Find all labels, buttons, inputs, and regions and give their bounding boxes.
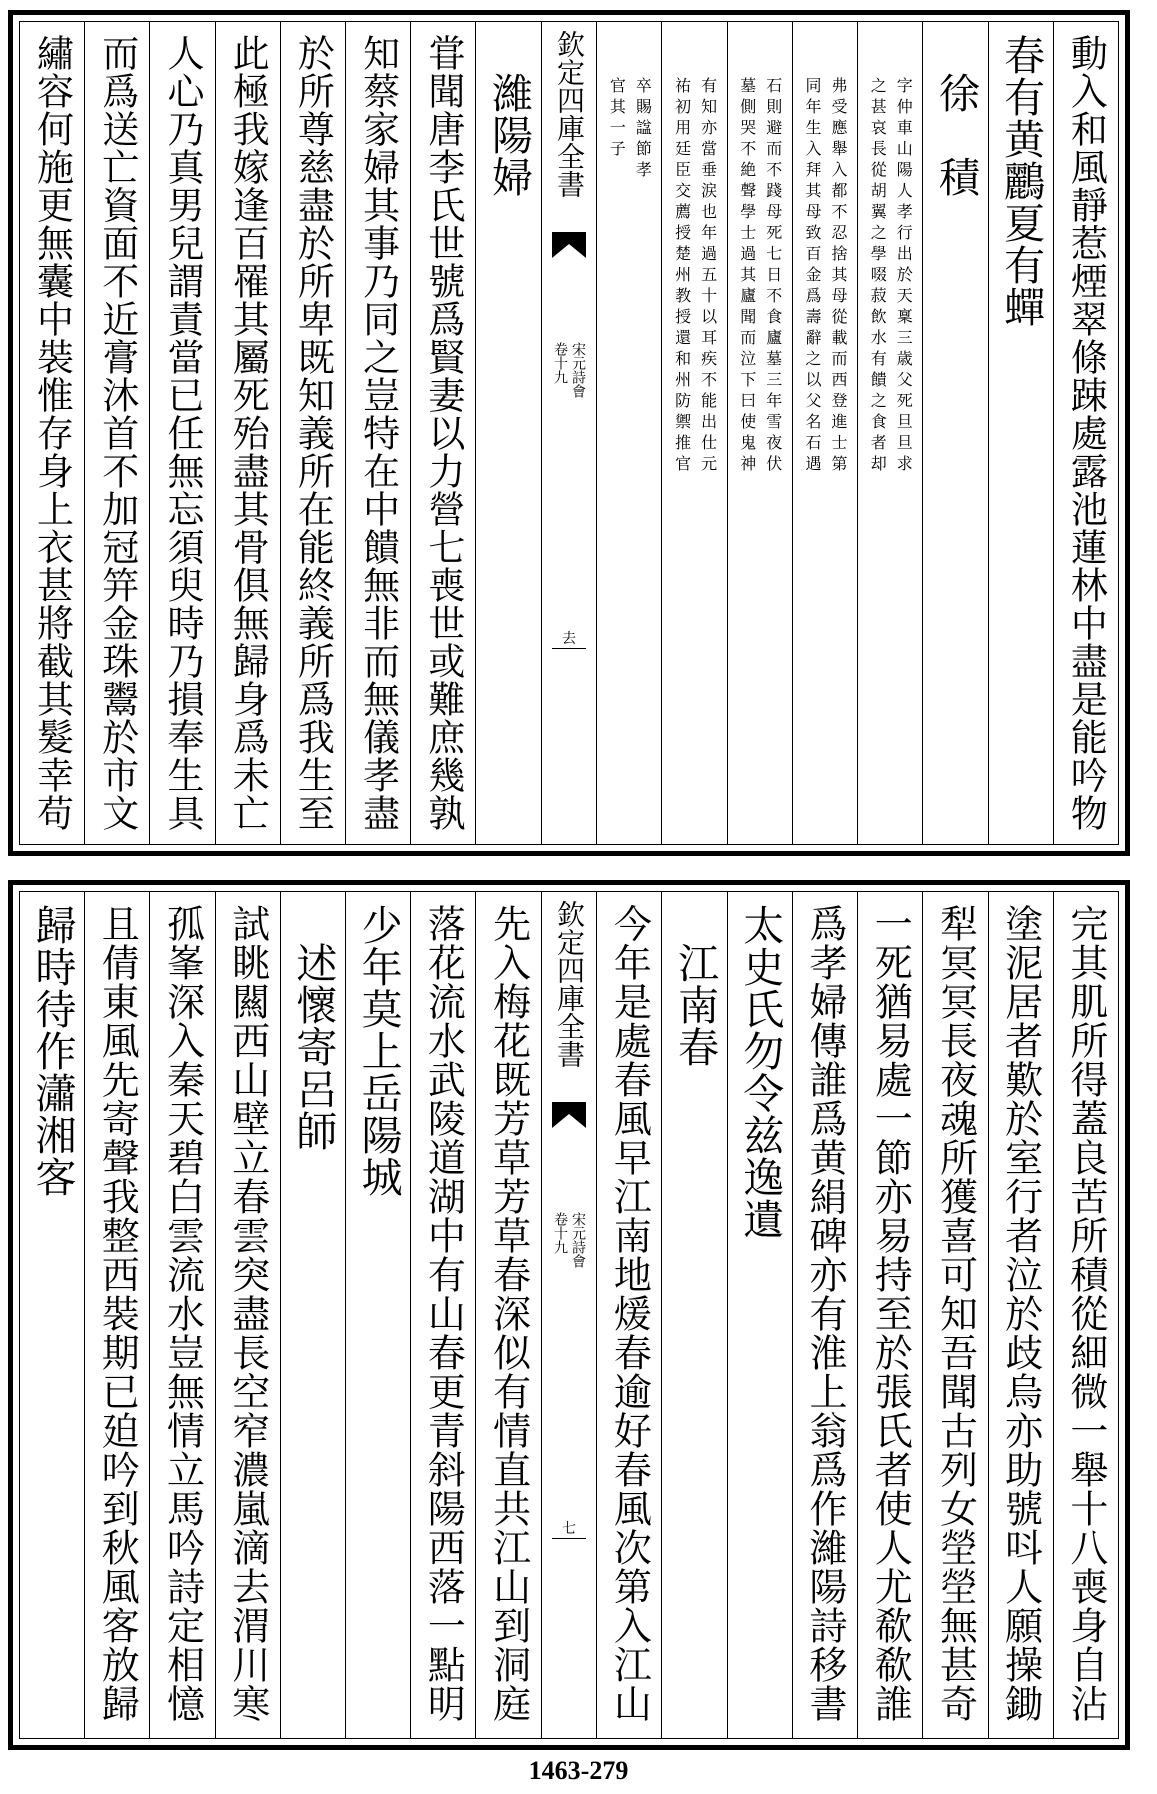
bottom-page-frame <box>19 891 1119 1739</box>
biography-note-line: 之甚哀長從胡翼之學啜菽飲水有饋之食者却 <box>868 77 888 476</box>
poem-title-column <box>280 892 345 1738</box>
biography-note <box>858 77 922 476</box>
text-column <box>20 22 84 844</box>
leaf-number: 七 <box>561 1521 576 1537</box>
verse-line: 塗泥居者歎於室行者泣於歧烏亦助號呌人願操鋤 <box>998 904 1043 1723</box>
text-column <box>410 892 475 1738</box>
biography-note-line: 官其一子 <box>607 77 627 161</box>
text-column <box>215 22 280 844</box>
biography-note-line: 同年生入拜其母致百金爲壽辭之以父名石遇 <box>803 77 823 476</box>
verse-line: 孤峯深入秦天碧白雲流水豈無情立馬吟詩定相憶 <box>160 904 205 1723</box>
verse-line: 先入梅花既芳草芳草春深似有情直共江山到洞庭 <box>486 904 531 1723</box>
poem-title-column <box>475 22 540 844</box>
biography-note <box>728 77 792 476</box>
verse-line: 動入和風靜惹煙翠條踈處露池蓮林中盡是能吟物 <box>1064 34 1108 832</box>
volume-info <box>553 1212 585 1268</box>
verse-line: 落花流水武陵道湖中有山春更青斜陽西落一點明 <box>421 904 466 1723</box>
book-title: 欽定四庫全書 <box>552 30 586 198</box>
volume-label: 卷十九 <box>551 342 568 384</box>
book-title: 欽定四庫全書 <box>552 900 586 1068</box>
verse-line: 於所尊慈盡於所卑既知義所在能終義所爲我生至 <box>291 34 335 832</box>
text-column <box>988 22 1053 844</box>
verse-line: 犁冥冥長夜魂所獲喜可知吾聞古列女塋塋無甚奇 <box>933 904 978 1723</box>
biography-note-line: 字仲車山陽人孝行出於天稟三歳父死旦旦求 <box>894 77 914 476</box>
verse-line: 太史氏勿令兹逸遺 <box>736 904 785 1240</box>
verse-line: 而爲送亡資面不近膏沐首不加冠笄金珠鬻於市文 <box>95 34 139 832</box>
biography-note <box>662 77 726 476</box>
poem-title: 江南春 <box>671 942 720 1068</box>
biography-note-line: 弗受應舉入都不忍捨其母從載而西登進士第 <box>829 77 849 476</box>
verse-line: 且倩東風先寄聲我整西裝期已廹吟到秋風客放歸 <box>95 904 140 1723</box>
verse-line: 試眺闗西山壁立春雲突盡長空窄濃嵐滴去渭川寒 <box>225 904 270 1723</box>
text-column <box>215 892 280 1738</box>
biography-note-line: 有知亦當垂涙也年過五十以耳疾不能出仕元 <box>698 77 718 476</box>
verse-line: 春有黄鸝夏有蟬 <box>997 34 1046 328</box>
leaf-number-rule <box>552 1538 587 1539</box>
volume-label: 宋元詩會 <box>569 342 586 398</box>
text-column <box>149 892 214 1738</box>
verse-line: 完其肌所得蓋良苦所積從細微一舉十八喪身自沾 <box>1063 904 1108 1723</box>
text-column <box>475 892 540 1738</box>
bottom-page-columns <box>20 892 1118 1738</box>
colophon-column <box>541 22 597 844</box>
top-page-frame <box>19 21 1119 845</box>
text-column <box>1053 22 1118 844</box>
poem-title: 濰陽婦 <box>485 72 534 198</box>
leaf-number-rule <box>552 648 587 649</box>
biography-note-line: 祐初用廷臣交薦授楚州教授還和州防禦推官 <box>672 77 692 476</box>
text-column <box>20 892 84 1738</box>
biography-note <box>793 77 857 476</box>
text-column <box>857 892 922 1738</box>
biography-note-column <box>596 22 661 844</box>
text-column <box>596 892 661 1738</box>
text-column <box>792 892 857 1738</box>
biography-note-column <box>857 22 922 844</box>
verse-line: 甞聞唐李氏世號爲賢妻以力營七喪世或難庶幾孰 <box>421 34 465 832</box>
verse-line: 爲孝婦傳誰爲黄絹碑亦有淮上翁爲作濰陽詩移書 <box>803 904 848 1723</box>
verse-line: 人心乃真男兒謂責當已任無忘須臾時乃損奉生具 <box>160 34 204 832</box>
biography-note-line: 卒賜諡節孝 <box>633 77 653 182</box>
poem-title-column <box>661 892 726 1738</box>
top-page-columns <box>20 22 1118 844</box>
verse-line: 知蔡家婦其事乃同之豈特在中饋無非而無儀孝盡 <box>356 34 400 832</box>
page-footer-number: 1463-279 <box>528 1756 629 1785</box>
text-column <box>149 22 214 844</box>
text-column <box>988 892 1053 1738</box>
biography-note-line: 石則避而不踐母死七日不食廬墓三年雪夜伏 <box>763 77 783 476</box>
text-column <box>345 22 410 844</box>
fish-tail-mark-icon <box>552 232 586 272</box>
biography-note-column <box>792 22 857 844</box>
verse-line: 繡容何施更無囊中裝惟存身上衣甚將截其髮幸苟 <box>30 34 74 832</box>
biography-note <box>597 77 661 182</box>
text-column <box>922 892 987 1738</box>
verse-line: 今年是處春風早江南地煖春逾好春風次第入江山 <box>607 904 652 1723</box>
volume-label: 宋元詩會 <box>569 1212 586 1268</box>
biography-note-column <box>727 22 792 844</box>
bottom-page <box>8 880 1130 1750</box>
text-column <box>84 892 149 1738</box>
verse-line: 此極我嫁逢百罹其屬死殆盡其骨俱無歸身爲未亡 <box>226 34 270 832</box>
poem-title-column <box>922 22 987 844</box>
poem-title: 述懷寄呂師 <box>289 942 338 1152</box>
poem-title: 徐 積 <box>931 72 980 198</box>
text-column <box>727 892 792 1738</box>
top-page <box>8 10 1130 856</box>
text-column <box>410 22 475 844</box>
verse-line: 歸時待作瀟湘客 <box>28 904 77 1198</box>
biography-note-column <box>661 22 726 844</box>
text-column <box>84 22 149 844</box>
text-column <box>345 892 410 1738</box>
text-column <box>1053 892 1118 1738</box>
biography-note-line: 墓側哭不絶聲學士過其廬聞而泣下曰使鬼神 <box>737 77 757 476</box>
fish-tail-mark-icon <box>552 1102 586 1142</box>
colophon-column <box>541 892 597 1738</box>
verse-line: 少年莫上岳陽城 <box>354 904 403 1198</box>
volume-info <box>553 342 585 398</box>
verse-line: 一死猶易處一節亦易持至於張氏者使人尤欷欷誰 <box>868 904 913 1723</box>
text-column <box>280 22 345 844</box>
volume-label: 卷十九 <box>551 1212 568 1254</box>
leaf-number: 去 <box>561 631 576 647</box>
